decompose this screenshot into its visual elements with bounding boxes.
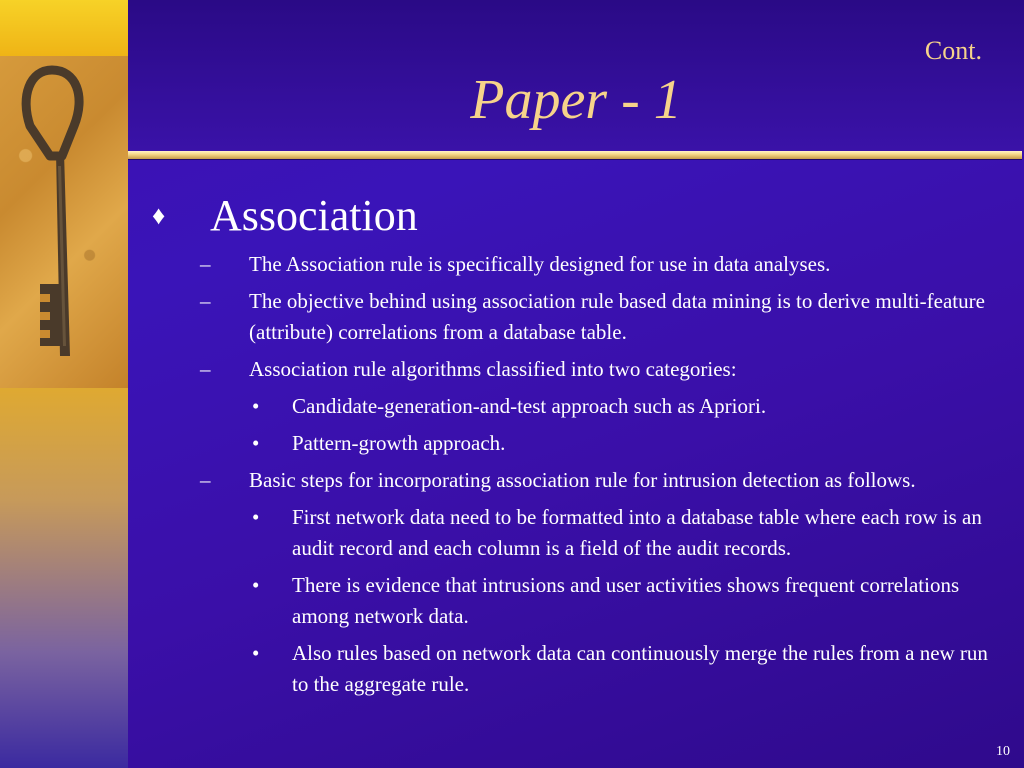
sub-list-item-text: Candidate-generation-and-test approach such as Apriori.: [292, 394, 767, 418]
list-item-text: Association rule algorithms classified into two categories:: [249, 357, 737, 381]
slide-content: [150, 190, 990, 700]
dash-bullet-icon: –: [200, 252, 211, 276]
dash-bullet-icon: –: [200, 468, 211, 492]
page-number: 10: [996, 744, 1010, 759]
dash-bullet-icon: –: [200, 289, 211, 313]
sub-list-item: [150, 428, 990, 459]
sub-list-item: [150, 638, 990, 700]
sub-list-item: [150, 391, 990, 422]
dot-bullet-icon: •: [252, 394, 260, 418]
key-image: [0, 56, 128, 388]
diamond-bullet-icon: ♦: [152, 201, 166, 230]
dash-bullet-icon: –: [200, 357, 211, 381]
list-item-text: The objective behind using association rule based data mining is to derive multi-feature (attribute) correlations from a database table.: [249, 289, 985, 344]
title-underline: [128, 151, 1022, 160]
section-heading: Association: [210, 191, 418, 240]
list-item: [150, 354, 990, 385]
dot-bullet-icon: •: [252, 641, 260, 665]
list-item: [150, 465, 990, 496]
sub-list-item-text: Pattern-growth approach.: [292, 431, 506, 455]
sub-list-item: [150, 502, 990, 564]
key-icon: [0, 56, 128, 388]
list-item: [150, 249, 990, 280]
left-bar-top-block: [0, 0, 128, 56]
dot-bullet-icon: •: [252, 431, 260, 455]
sub-list-item-text: Also rules based on network data can continuously merge the rules from a new run to the aggregate rule.: [292, 641, 988, 696]
cont-label: Cont.: [924, 36, 982, 65]
sub-list-item-text: There is evidence that intrusions and user activities shows frequent correlations among network data.: [292, 573, 960, 628]
sub-list-item-text: First network data need to be formatted into a database table where each row is an audit record and each column is a field of the audit records.: [292, 505, 982, 560]
list-item-text: The Association rule is specifically designed for use in data analyses.: [249, 252, 831, 276]
sub-list-item: [150, 570, 990, 632]
section-heading-row: [150, 190, 990, 241]
dot-bullet-icon: •: [252, 573, 260, 597]
list-item: [150, 286, 990, 348]
list-item-text: Basic steps for incorporating association rule for intrusion detection as follows.: [249, 468, 916, 492]
left-decorative-bar: [0, 0, 128, 768]
dot-bullet-icon: •: [252, 505, 260, 529]
slide-title: Paper - 1: [470, 69, 682, 131]
